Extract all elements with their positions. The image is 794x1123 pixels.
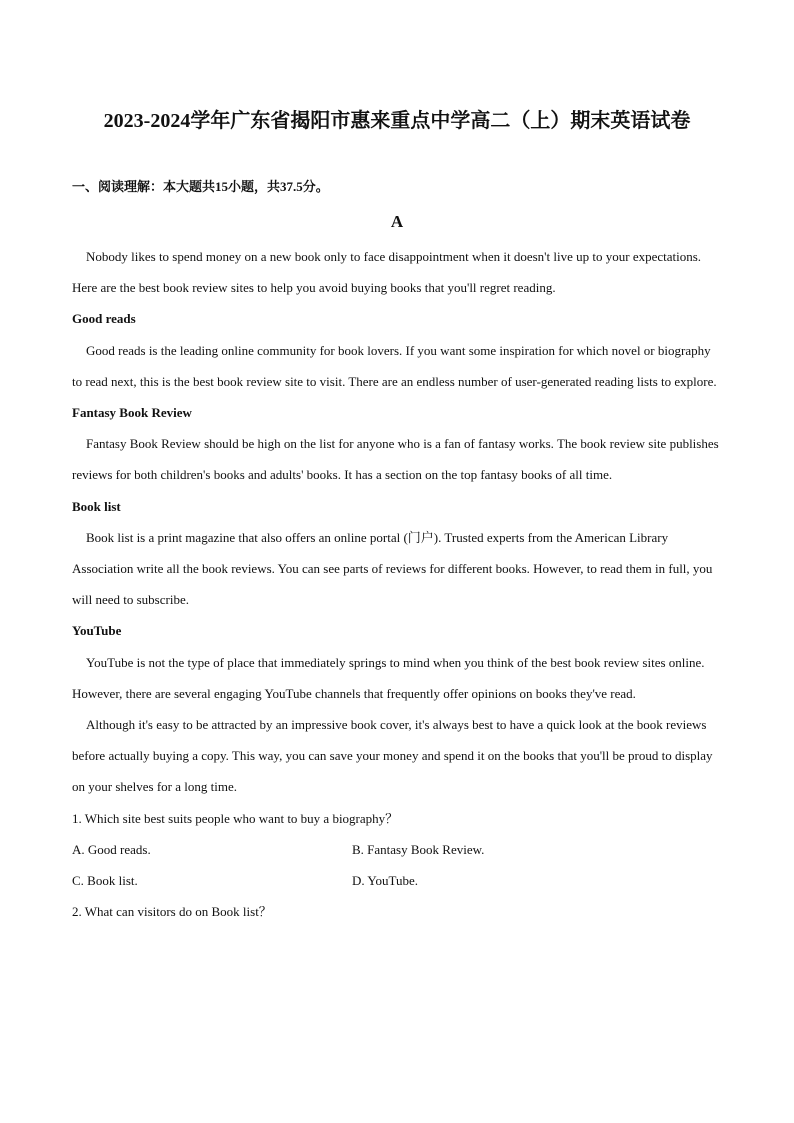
question-1-option-a: A. Good reads.: [72, 841, 151, 857]
question-1-stem: 1. Which site best suits people who want to buy a biography？: [72, 810, 399, 826]
question-1-options: [72, 834, 722, 896]
question-1-option-c: C. Book list.: [72, 873, 138, 889]
passage-body: [72, 241, 722, 927]
goodreads-heading: Good reads: [72, 311, 136, 327]
booklist-paragraph: Book list is a print magazine that also offers an online portal (门户). Trusted experts from the American Library Association write all the book reviews. You can see parts of reviews for different books. However, to read them in full, you will need to subscribe.: [72, 529, 713, 608]
question-1-option-b: B. Fantasy Book Review.: [352, 841, 485, 857]
exam-title: 2023-2024学年广东省揭阳市惠来重点中学高二（上）期末英语试卷: [103, 110, 691, 132]
youtube-heading: YouTube: [72, 623, 122, 639]
section-heading: 一、阅读理解：本大题共15小题，共37.5分。: [72, 179, 329, 194]
intro-paragraph: Nobody likes to spend money on a new book only to face disappointment when it doesn't live up to your expectations. Here are the best book review sites to help you avoid buying books that you'll regret reading.: [72, 249, 702, 296]
conclusion-paragraph: Although it's easy to be attracted by an impressive book cover, it's always best to have a quick look at the book reviews before actually buying a copy. This way, you can save your money and spend it on the books that you'll be proud to display on your shelves for a long time.: [72, 717, 713, 795]
passage-label: A: [390, 212, 404, 231]
question-1-option-d: D. YouTube.: [352, 873, 418, 889]
fantasy-paragraph: Fantasy Book Review should be high on the list for anyone who is a fan of fantasy works. The book review site publishes reviews for both children's books and adults' books. It has a section on the top fantasy books of all time.: [72, 436, 719, 483]
goodreads-paragraph: Good reads is the leading online community for book lovers. If you want some inspiration for which novel or biography to read next, this is the best book review site to visit. There are an endless number of user-generated reading lists to explore.: [72, 342, 717, 389]
booklist-heading: Book list: [72, 498, 121, 514]
fantasy-heading: Fantasy Book Review: [72, 405, 192, 421]
youtube-paragraph: YouTube is not the type of place that immediately springs to mind when you think of the best book review sites online. However, there are several engaging YouTube channels that frequently offer opinions on books they've read.: [72, 654, 705, 701]
question-2-stem: 2. What can visitors do on Book list？: [72, 904, 272, 920]
